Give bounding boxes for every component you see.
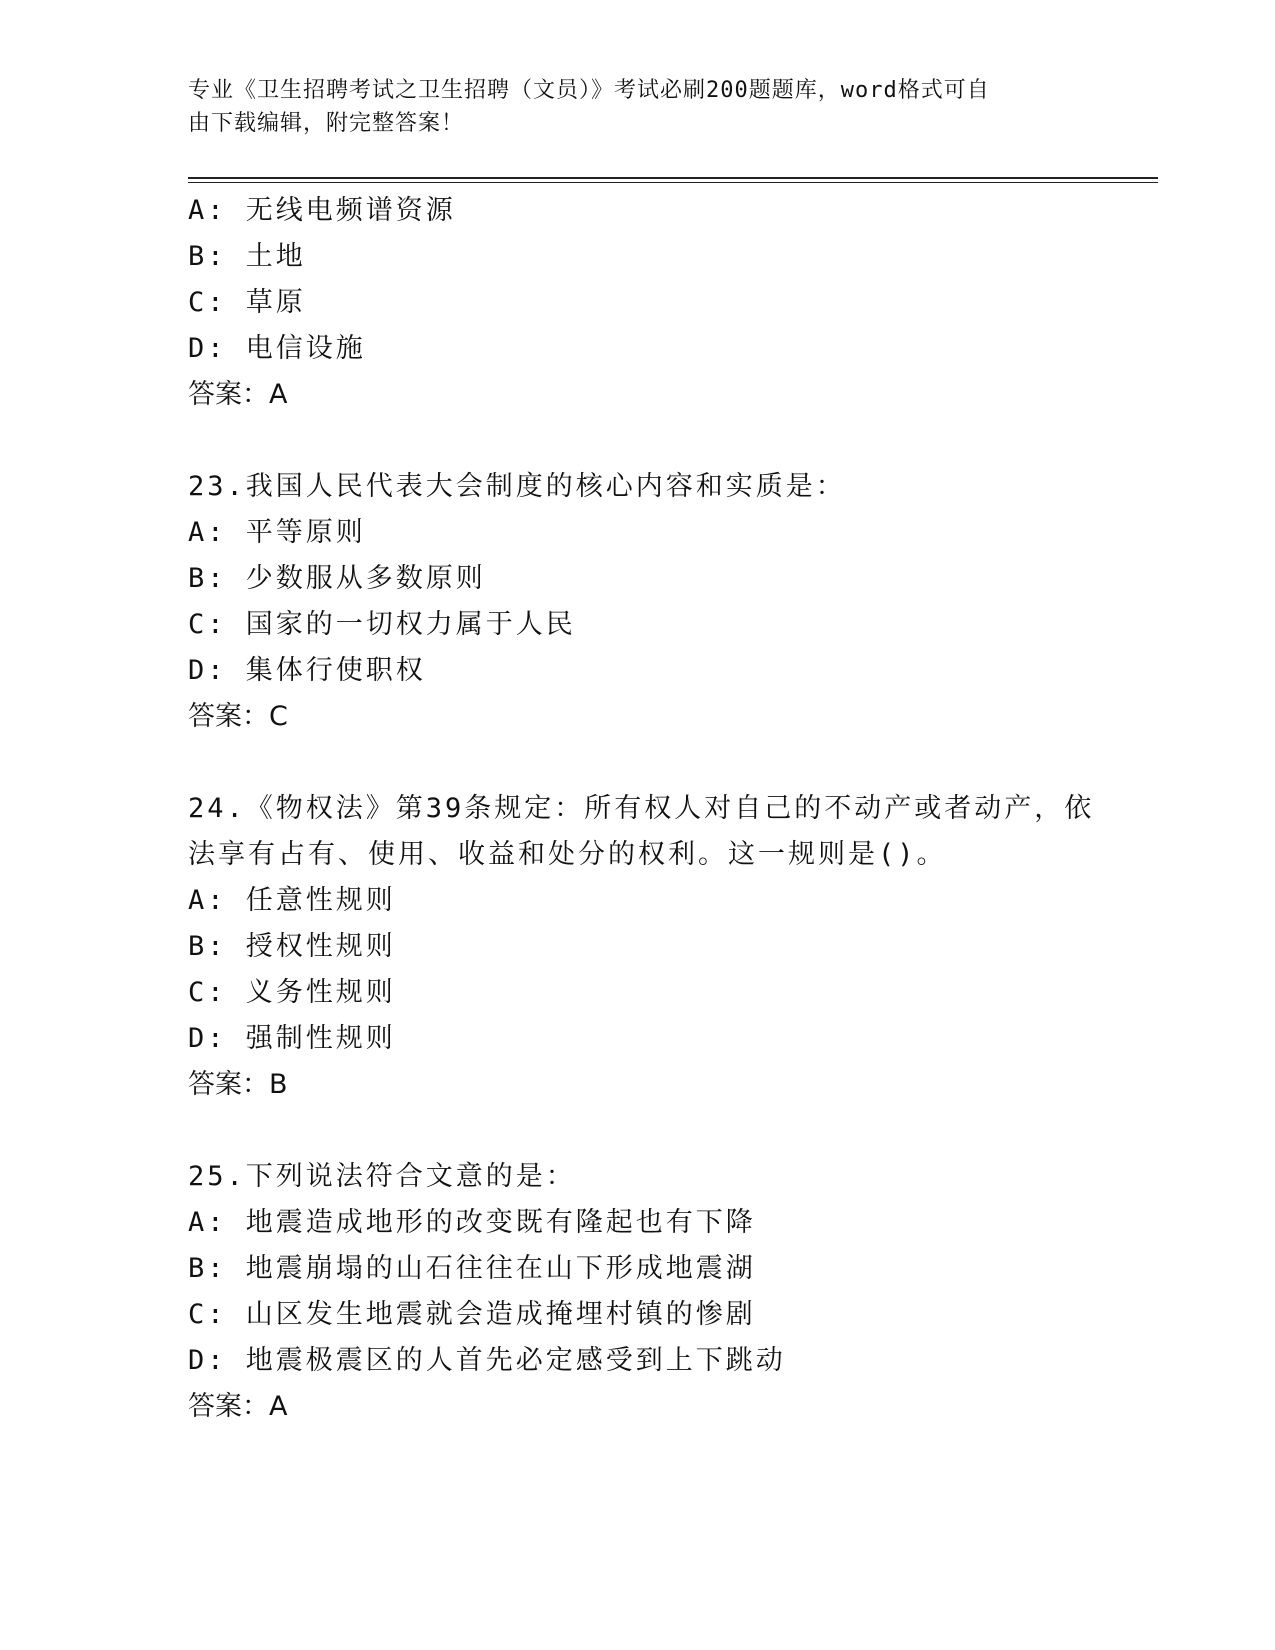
question-25 [188,1154,1088,1430]
option-d: D: 集体行使职权 [188,655,426,686]
question-spacer [188,740,1088,786]
answer-line: 答案：C [188,701,288,732]
question-spacer [188,418,1088,464]
question-stem-line-2: 法享有占有、使用、收益和处分的权利。这一规则是()。 [188,839,947,870]
document-header [188,74,1088,140]
question-stem: 23.我国人民代表大会制度的核心内容和实质是： [188,471,846,502]
header-line-1: 专业《卫生招聘考试之卫生招聘（文员）》考试必刷200题题库，word格式可自 [188,78,990,103]
option-b: B: 地震崩塌的山石往往在山下形成地震湖 [188,1253,756,1284]
header-divider-thick [188,177,1158,179]
question-23 [188,464,1088,740]
answer-line: 答案：B [188,1069,288,1100]
question-list [188,188,1095,1430]
option-c: C: 草原 [188,287,306,318]
option-c: C: 义务性规则 [188,977,396,1008]
option-b: B: 少数服从多数原则 [188,563,486,594]
header-line-2: 由下载编辑，附完整答案！ [188,111,465,136]
option-a: A: 任意性规则 [188,885,396,916]
option-b: B: 土地 [188,241,306,272]
question-24 [188,786,1095,1108]
question-spacer [188,1108,1088,1154]
option-c: C: 山区发生地震就会造成掩埋村镇的惨剧 [188,1299,756,1330]
option-a: A: 平等原则 [188,517,366,548]
question-22 [188,188,1088,418]
option-c: C: 国家的一切权力属于人民 [188,609,576,640]
option-d: D: 电信设施 [188,333,366,364]
answer-line: 答案：A [188,379,288,410]
option-a: A: 无线电频谱资源 [188,195,456,226]
option-b: B: 授权性规则 [188,931,396,962]
header-divider-thin [188,182,1158,183]
option-a: A: 地震造成地形的改变既有隆起也有下降 [188,1207,756,1238]
option-d: D: 强制性规则 [188,1023,396,1054]
question-stem: 25.下列说法符合文意的是： [188,1161,576,1192]
option-d: D: 地震极震区的人首先必定感受到上下跳动 [188,1345,786,1376]
answer-line: 答案：A [188,1391,288,1422]
question-stem-line-1: 24.《物权法》第39条规定：所有权人对自己的不动产或者动产，依 [188,793,1095,824]
